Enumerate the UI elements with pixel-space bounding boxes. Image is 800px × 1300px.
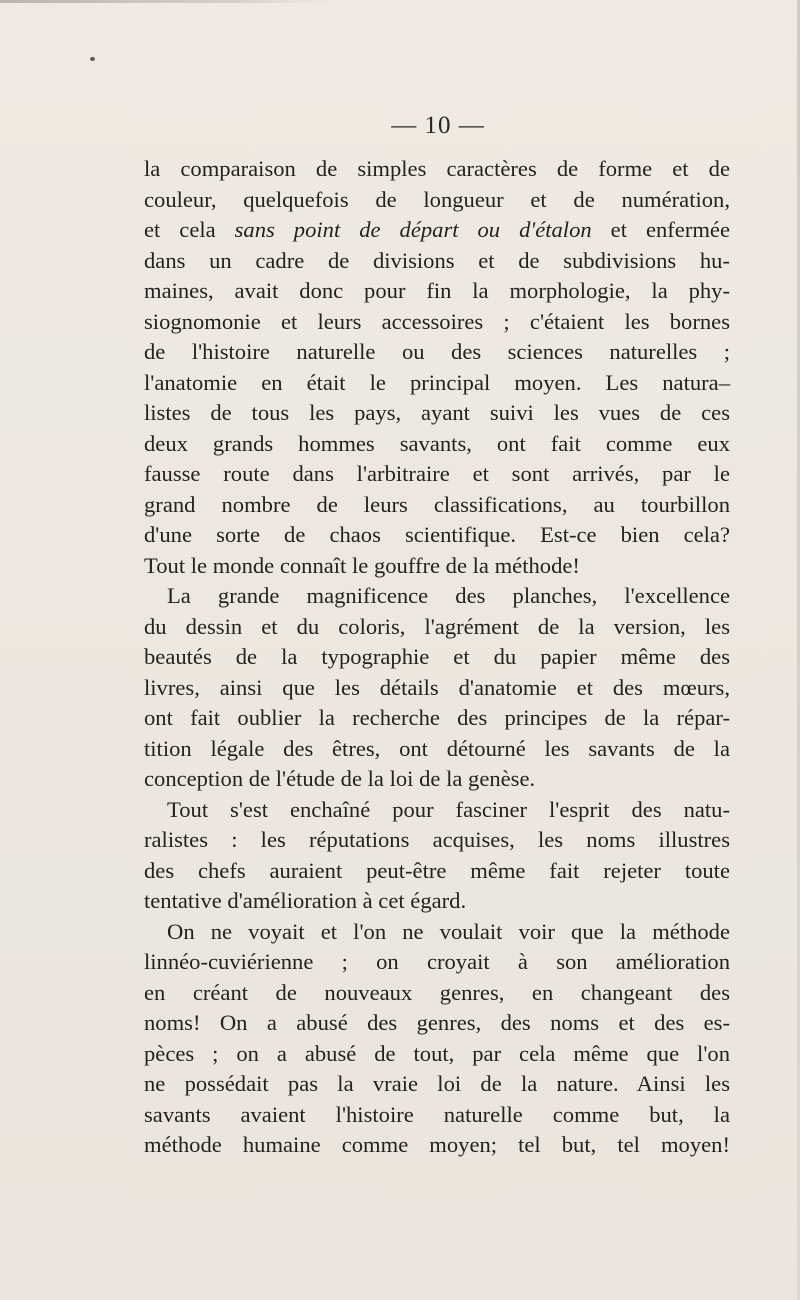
text-line: de l'histoire naturelle ou des sciences naturelles ; xyxy=(144,339,730,364)
text-line: linnéo-cuviérienne ; on croyait à son amélioration xyxy=(144,949,730,974)
body-text xyxy=(144,154,730,1161)
text-line: pèces ; on a abusé de tout, par cela même que l'on xyxy=(144,1040,730,1066)
text-line: deux grands hommes savants, ont fait comme eux xyxy=(144,430,730,456)
text-line: en créant de nouveaux genres, en changeant des xyxy=(144,979,730,1005)
text-line: La grande magnificence des planches, l'excellence xyxy=(167,583,730,608)
text-line: tentative d'amélioration à cet égard. xyxy=(144,888,467,913)
text-line: listes de tous les pays, ayant suivi les vues de ces xyxy=(144,400,730,425)
text-line: noms! On a abusé des genres, des noms et des es- xyxy=(144,1010,730,1035)
text-line: d'une sorte de chaos scientifique. Est-ce bien cela? xyxy=(144,522,730,547)
page-top-edge xyxy=(0,0,330,3)
ink-speck xyxy=(90,57,95,61)
text-line: conception de l'étude de la loi de la genèse. xyxy=(144,766,536,791)
text-line: On ne voyait et l'on ne voulait voir que la méthode xyxy=(167,918,730,944)
text-line: savants avaient l'histoire naturelle comme but, la xyxy=(144,1101,730,1127)
text-line: dans un cadre de divisions et de subdivisions hu- xyxy=(144,247,730,273)
text-line: maines, avait donc pour fin la morphologie, la phy- xyxy=(144,278,730,303)
text-line: la comparaison de simples caractères de forme et de xyxy=(144,156,730,181)
text-line: Tout s'est enchaîné pour fasciner l'esprit des natu- xyxy=(167,796,730,822)
text-line: livres, ainsi que les détails d'anatomie et des mœurs, xyxy=(144,674,730,700)
text-line: méthode humaine comme moyen; tel but, tel moyen! xyxy=(144,1132,730,1157)
text-line: beautés de la typographie et du papier même des xyxy=(144,644,730,669)
text-line: tition légale des êtres, ont détourné les savants de la xyxy=(144,735,730,761)
text-line xyxy=(144,215,730,246)
page-number: — 10 — xyxy=(391,112,485,139)
text-line: l'anatomie en était le principal moyen. Les natura– xyxy=(144,369,730,395)
text-run: et enfermée xyxy=(591,217,730,242)
text-line: fausse route dans l'arbitraire et sont arrivés, par le xyxy=(144,461,730,486)
text-line: grand nombre de leurs classifications, au tourbillon xyxy=(144,491,730,517)
text-line: ralistes : les réputations acquises, les noms illustres xyxy=(144,827,730,852)
text-run: et cela xyxy=(144,217,235,242)
text-line: ont fait oublier la recherche des principes de la répar- xyxy=(144,705,730,730)
text-line: couleur, quelquefois de longueur et de numération, xyxy=(144,186,730,212)
text-line: du dessin et du coloris, l'agrément de la version, les xyxy=(144,613,730,639)
italic-phrase: sans point de départ ou d'étalon xyxy=(234,217,592,242)
text-line: Tout le monde connaît le gouffre de la méthode! xyxy=(144,552,580,578)
text-line: siognomonie et leurs accessoires ; c'étaient les bornes xyxy=(144,308,730,334)
text-line: des chefs auraient peut-être même fait rejeter toute xyxy=(144,857,730,883)
text-line: ne possédait pas la vraie loi de la nature. Ainsi les xyxy=(144,1071,730,1096)
